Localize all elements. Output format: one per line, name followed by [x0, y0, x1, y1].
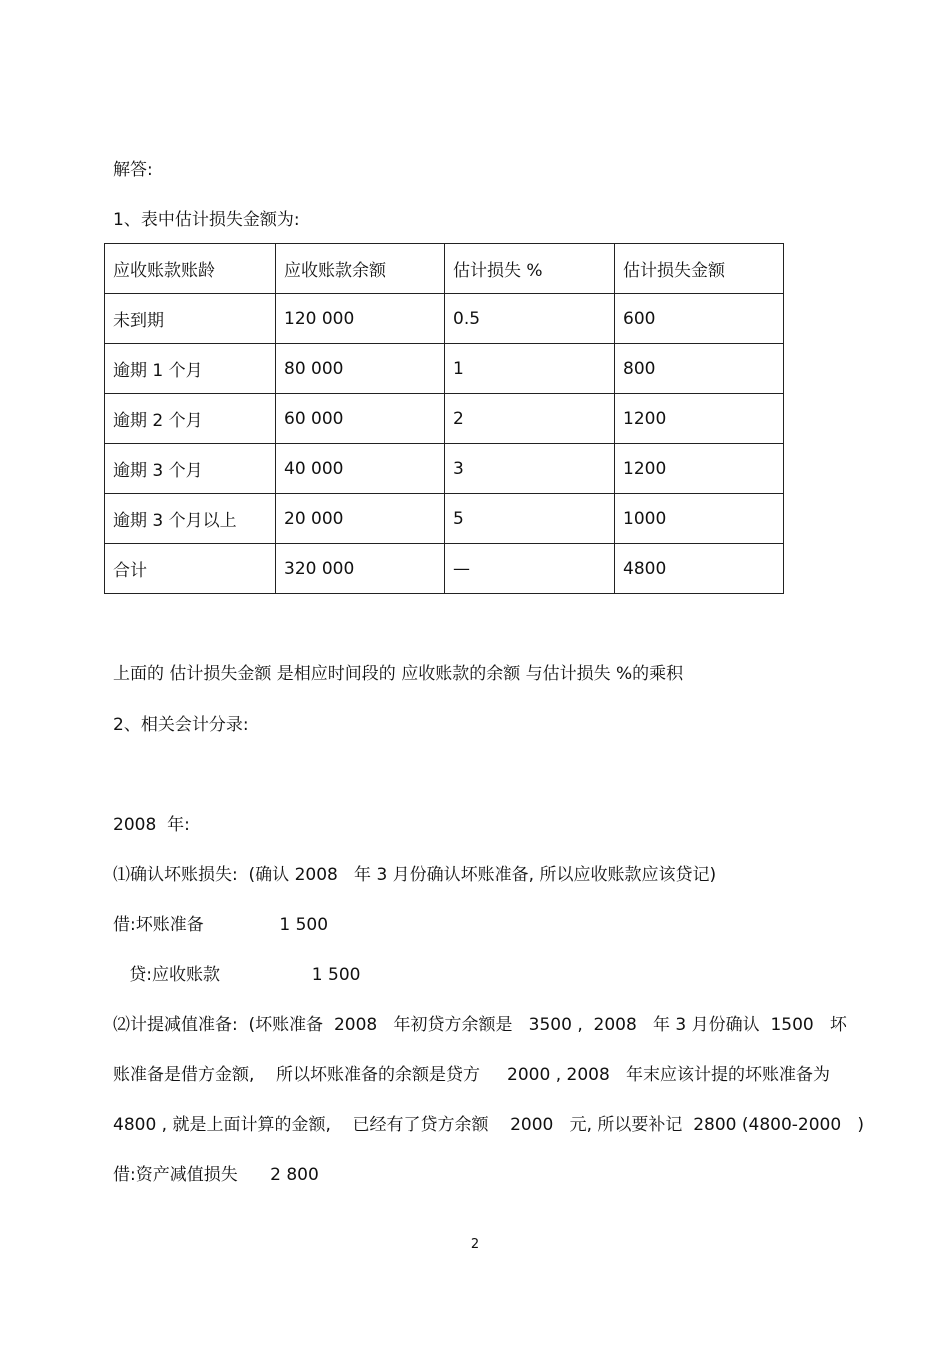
table-cell: 1000 — [615, 494, 784, 544]
table-cell: 320 000 — [276, 544, 445, 594]
table-total-row — [105, 544, 784, 594]
item-1-credit-entry: 贷:应收账款 1 500 — [113, 965, 361, 985]
page-number: 2 — [470, 1237, 480, 1252]
table-cell: 逾期 3 个月 — [105, 444, 276, 494]
table-cell: 1200 — [615, 394, 784, 444]
item-2-debit-entry: 借:资产减值损失 2 800 — [113, 1165, 319, 1185]
table-row — [105, 494, 784, 544]
table-cell: 逾期 2 个月 — [105, 394, 276, 444]
header-cell: 估计损失金额 — [615, 244, 784, 294]
table-cell: 60 000 — [276, 394, 445, 444]
item-2-paragraph-line-3: 4800 , 就是上面计算的金额, 已经有了贷方余额 2000 元, 所以要补记 2800 (4800-2000 ) — [113, 1115, 865, 1135]
table-cell: 40 000 — [276, 444, 445, 494]
loss-estimate-table — [104, 243, 784, 594]
table-cell: — — [445, 544, 615, 594]
header-cell: 应收账款余额 — [276, 244, 445, 294]
item-2-paragraph-line-2: 账准备是借方金额, 所以坏账准备的余额是贷方 2000 , 2008 年末应该计提的坏账准备为 — [113, 1065, 830, 1085]
question-1-heading: 1、表中估计损失金额为: — [113, 210, 300, 230]
table-cell: 800 — [615, 344, 784, 394]
table-cell: 3 — [445, 444, 615, 494]
table-cell: 1 — [445, 344, 615, 394]
table-cell: 5 — [445, 494, 615, 544]
item-1-title: ⑴确认坏账损失: (确认 2008 年 3 月份确认坏账准备, 所以应收账款应该贷记) — [113, 865, 717, 885]
table-row — [105, 394, 784, 444]
header-cell: 应收账款账龄 — [105, 244, 276, 294]
year-heading: 2008 年: — [113, 815, 190, 835]
question-2-heading: 2、相关会计分录: — [113, 715, 249, 735]
table-cell: 逾期 1 个月 — [105, 344, 276, 394]
table-cell: 2 — [445, 394, 615, 444]
table-cell: 未到期 — [105, 294, 276, 344]
table-cell: 80 000 — [276, 344, 445, 394]
table-cell: 120 000 — [276, 294, 445, 344]
table-cell: 合计 — [105, 544, 276, 594]
table-cell: 1200 — [615, 444, 784, 494]
table-cell: 逾期 3 个月以上 — [105, 494, 276, 544]
table-row — [105, 444, 784, 494]
table-row — [105, 294, 784, 344]
table-row — [105, 344, 784, 394]
table-header-row — [105, 244, 784, 294]
header-cell: 估计损失 % — [445, 244, 615, 294]
table-note: 上面的 估计损失金额 是相应时间段的 应收账款的余额 与估计损失 %的乘积 — [113, 664, 684, 684]
item-2-paragraph-line-1: ⑵计提减值准备: (坏账准备 2008 年初贷方余额是 3500 , 2008 年 3 月份确认 1500 坏 — [113, 1015, 847, 1035]
item-1-debit-entry: 借:坏账准备 1 500 — [113, 915, 329, 935]
table-cell: 0.5 — [445, 294, 615, 344]
table-cell: 20 000 — [276, 494, 445, 544]
table-cell: 4800 — [615, 544, 784, 594]
answer-heading: 解答: — [113, 160, 153, 180]
table-cell: 600 — [615, 294, 784, 344]
